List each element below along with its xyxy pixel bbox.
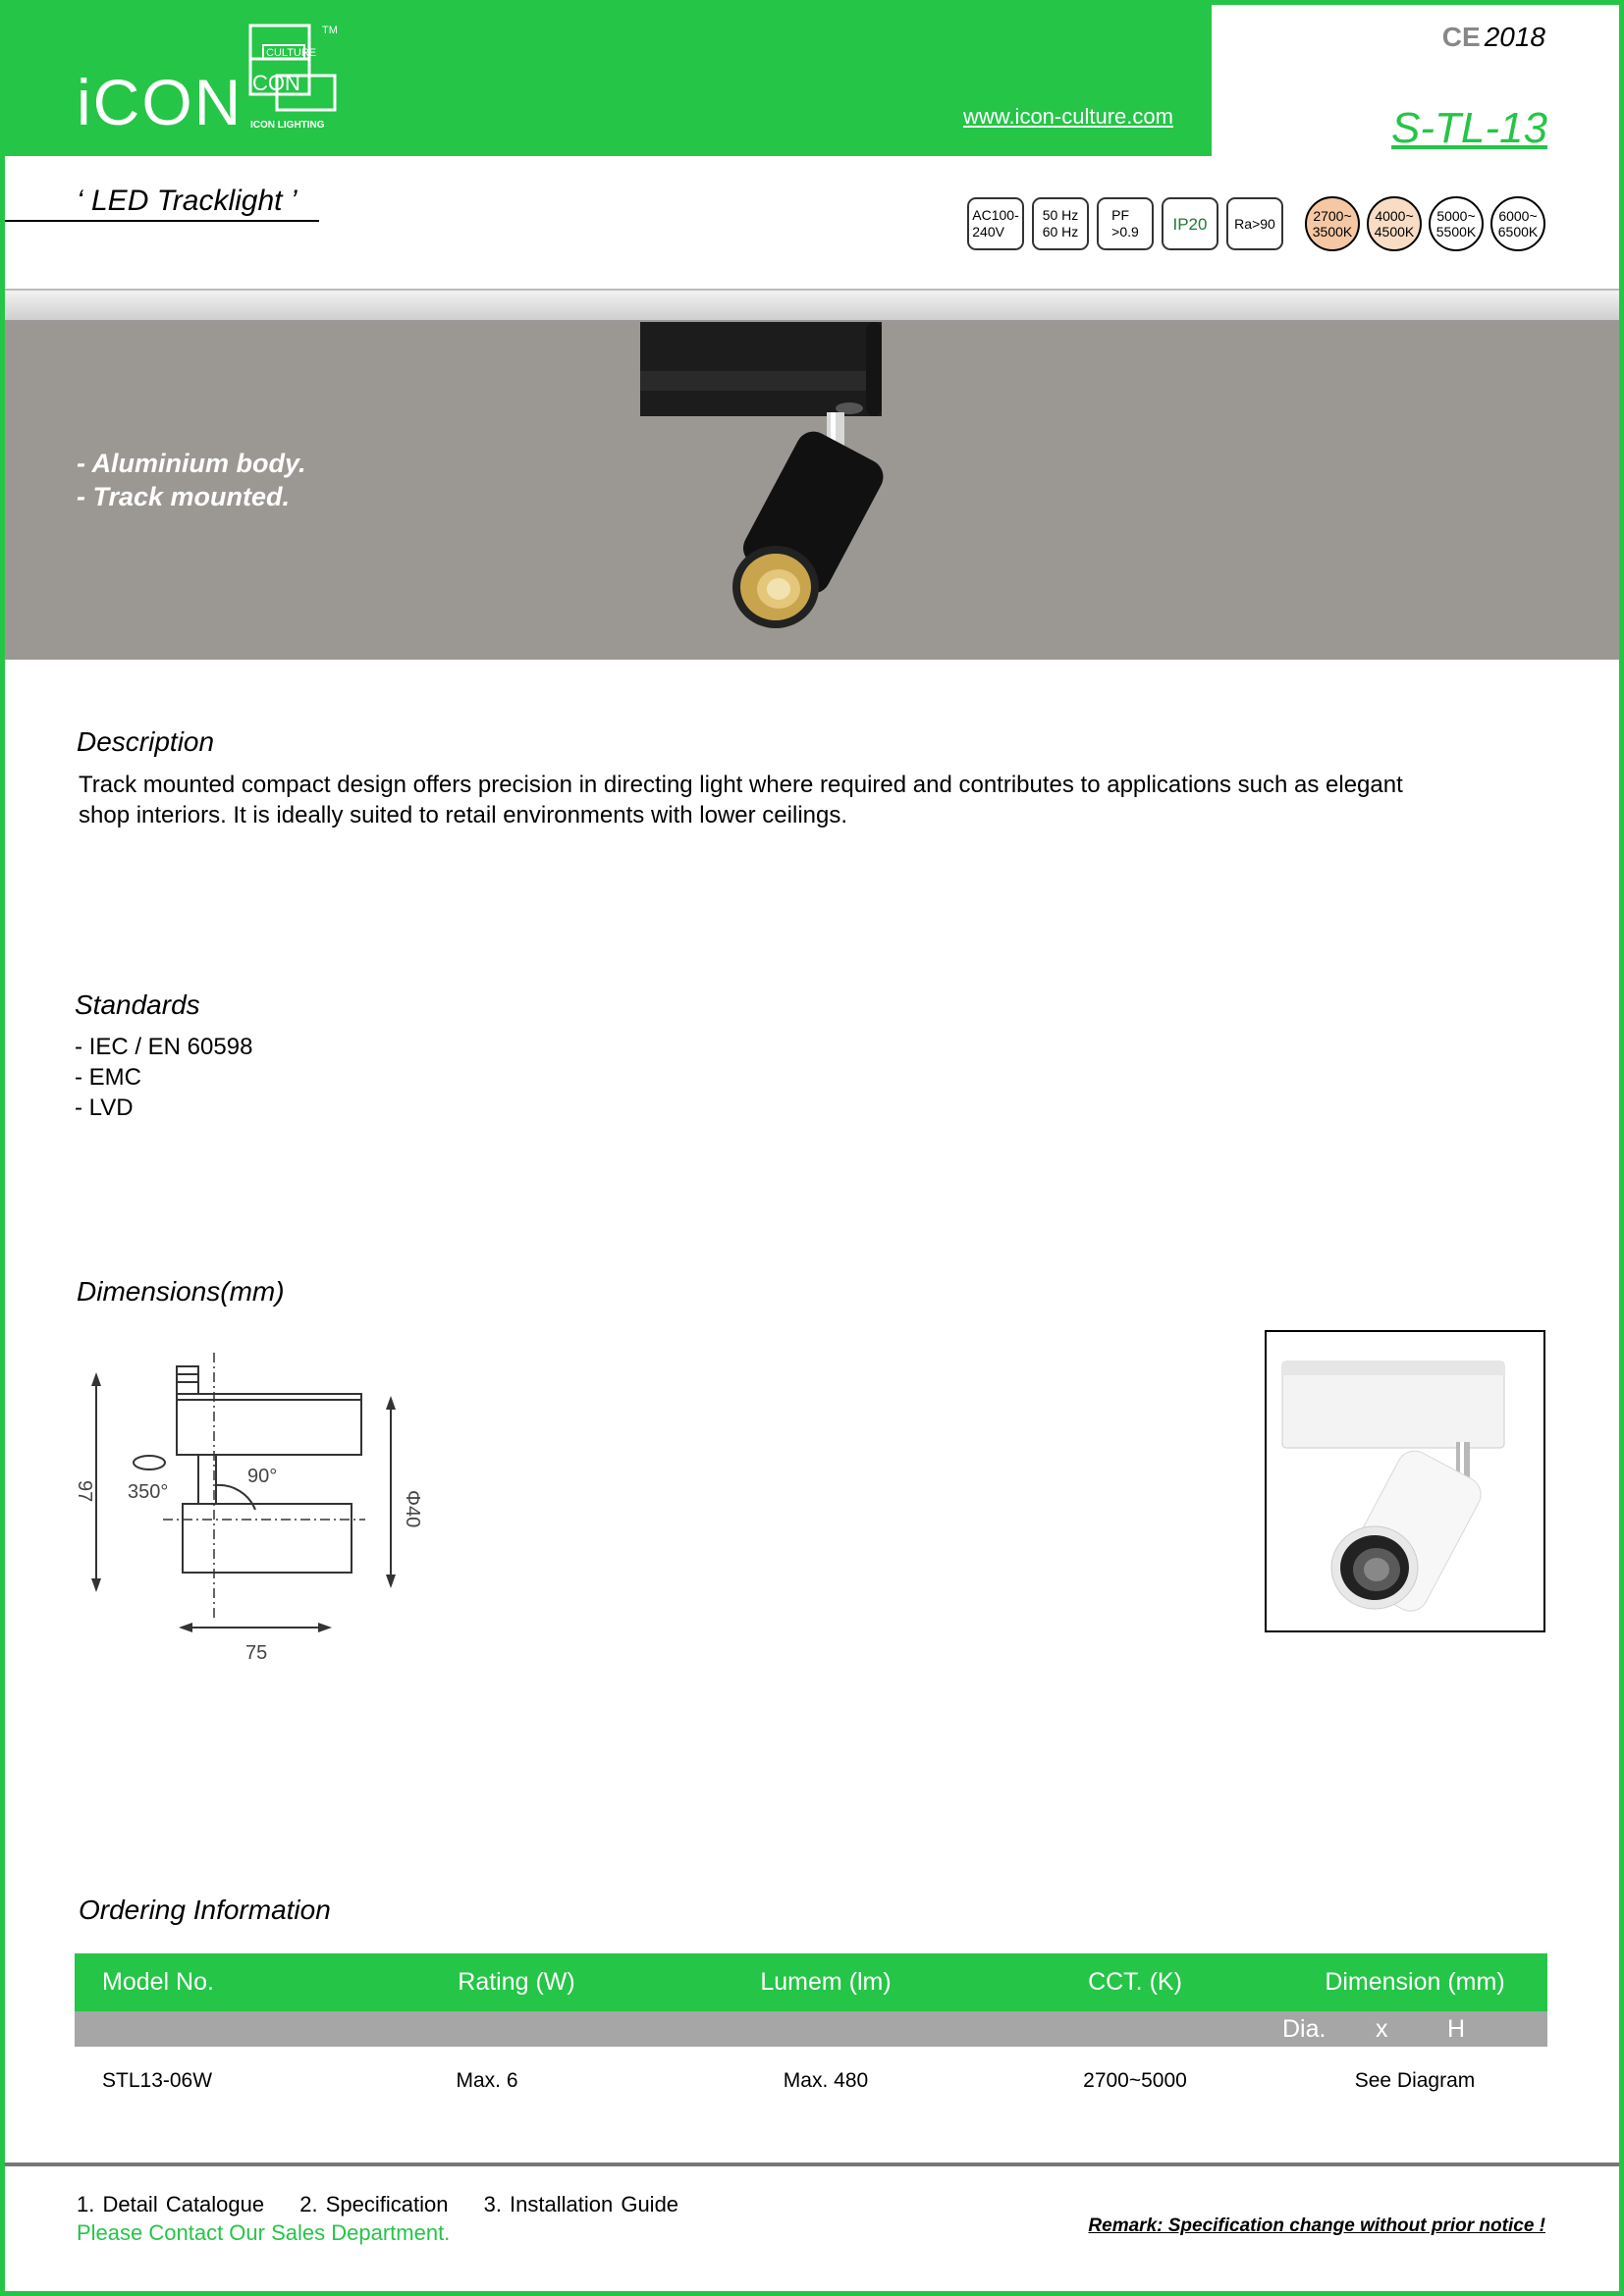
- cri-badge: Ra>90: [1226, 197, 1283, 250]
- website-link[interactable]: www.icon-culture.com: [963, 104, 1173, 129]
- footer-links: [77, 2192, 706, 2217]
- year-text: 2018: [1484, 22, 1545, 52]
- dim-height-label: 97: [74, 1480, 95, 1503]
- cct-option: 5000~ 5500K: [1429, 196, 1484, 251]
- cell-lumen: Max. 480: [783, 2069, 869, 2092]
- dimensions-heading: Dimensions(mm): [77, 1276, 285, 1307]
- subcolumn-dia: Dia.: [1282, 2015, 1326, 2043]
- dimension-diagram: [69, 1343, 442, 1667]
- subcolumn-h: H: [1447, 2015, 1466, 2043]
- contact-note: Please Contact Our Sales Department.: [77, 2220, 451, 2245]
- product-title: ‘ LED Tracklight ’: [77, 185, 298, 217]
- standards-heading: Standards: [75, 989, 200, 1020]
- cell-model: STL13-06W: [102, 2069, 213, 2092]
- column-header: Rating (W): [458, 1968, 575, 1996]
- brand-logo-text: iCON: [77, 66, 244, 138]
- cct-option: 6000~ 6500K: [1490, 196, 1545, 251]
- ordering-heading: Ordering Information: [79, 1895, 331, 1925]
- logo-lighting-text: ICON LIGHTING: [250, 120, 325, 131]
- cct-option: 2700~ 3500K: [1305, 196, 1360, 251]
- description-heading: Description: [77, 726, 215, 757]
- column-header: CCT. (K): [1088, 1968, 1182, 1996]
- cct-options: [1305, 196, 1545, 251]
- power-factor-badge: PF >0.9: [1097, 197, 1154, 250]
- standards-list: [75, 1032, 252, 1123]
- title-underline: [5, 220, 319, 222]
- logo-con-text: CON: [252, 71, 300, 95]
- link-specification[interactable]: 2. Specification: [299, 2192, 449, 2216]
- voltage-badge: AC100- 240V: [967, 197, 1024, 250]
- cert-year: [1442, 22, 1545, 53]
- brand-logo-icon: [245, 22, 344, 134]
- frequency-badge: 50 Hz 60 Hz: [1032, 197, 1089, 250]
- remark-note: Remark: Specification change without prior notice !: [1088, 2216, 1545, 2236]
- dim-tilt-label: 90°: [247, 1466, 278, 1487]
- product-photo-black: [638, 322, 933, 660]
- column-header: Lumem (lm): [760, 1968, 892, 1996]
- cell-cct: 2700~5000: [1083, 2069, 1187, 2092]
- cell-rating: Max. 6: [456, 2069, 518, 2092]
- column-header: Dimension (mm): [1325, 1968, 1505, 1996]
- cct-option: 4000~ 4500K: [1367, 196, 1422, 251]
- ce-mark-icon: CE: [1441, 22, 1481, 52]
- ordering-table: [75, 1953, 1547, 2115]
- subcolumn-x: x: [1376, 2015, 1388, 2043]
- footer-divider: [5, 2163, 1619, 2166]
- dim-rotation-label: 350°: [128, 1481, 169, 1503]
- ip-rating-badge: IP20: [1162, 197, 1218, 250]
- link-detail-catalogue[interactable]: 1. Detail Catalogue: [77, 2192, 265, 2216]
- product-photo-white: [1265, 1330, 1545, 1632]
- table-header: [75, 1953, 1547, 2011]
- feature-item: - Track mounted.: [77, 482, 291, 511]
- link-installation-guide[interactable]: 3. Installation Guide: [483, 2192, 679, 2216]
- model-code: S-TL-13: [1391, 104, 1547, 152]
- cell-dimension: See Diagram: [1354, 2069, 1476, 2092]
- logo-tm: TM: [322, 25, 338, 36]
- column-header: Model No.: [102, 1968, 214, 1996]
- standard-item: - IEC / EN 60598: [75, 1034, 253, 1060]
- logo-culture-text: CULTURE: [266, 47, 317, 59]
- track-rail: [5, 289, 1619, 322]
- feature-list: [77, 447, 305, 513]
- spec-badges: [967, 196, 1545, 251]
- standard-item: - LVD: [75, 1095, 134, 1121]
- dim-diameter-label: Φ40: [402, 1490, 423, 1528]
- standard-item: - EMC: [75, 1064, 141, 1091]
- description-text: Track mounted compact design offers precision in directing light where required and contributes to applications such as elegant shop interiors. It is ideally suited to retail environments with lower ceilings.: [79, 772, 1403, 828]
- table-subheader: [75, 2011, 1547, 2047]
- dim-width-label: 75: [245, 1642, 268, 1664]
- table-row: [75, 2047, 1547, 2115]
- feature-item: - Aluminium body.: [77, 449, 306, 478]
